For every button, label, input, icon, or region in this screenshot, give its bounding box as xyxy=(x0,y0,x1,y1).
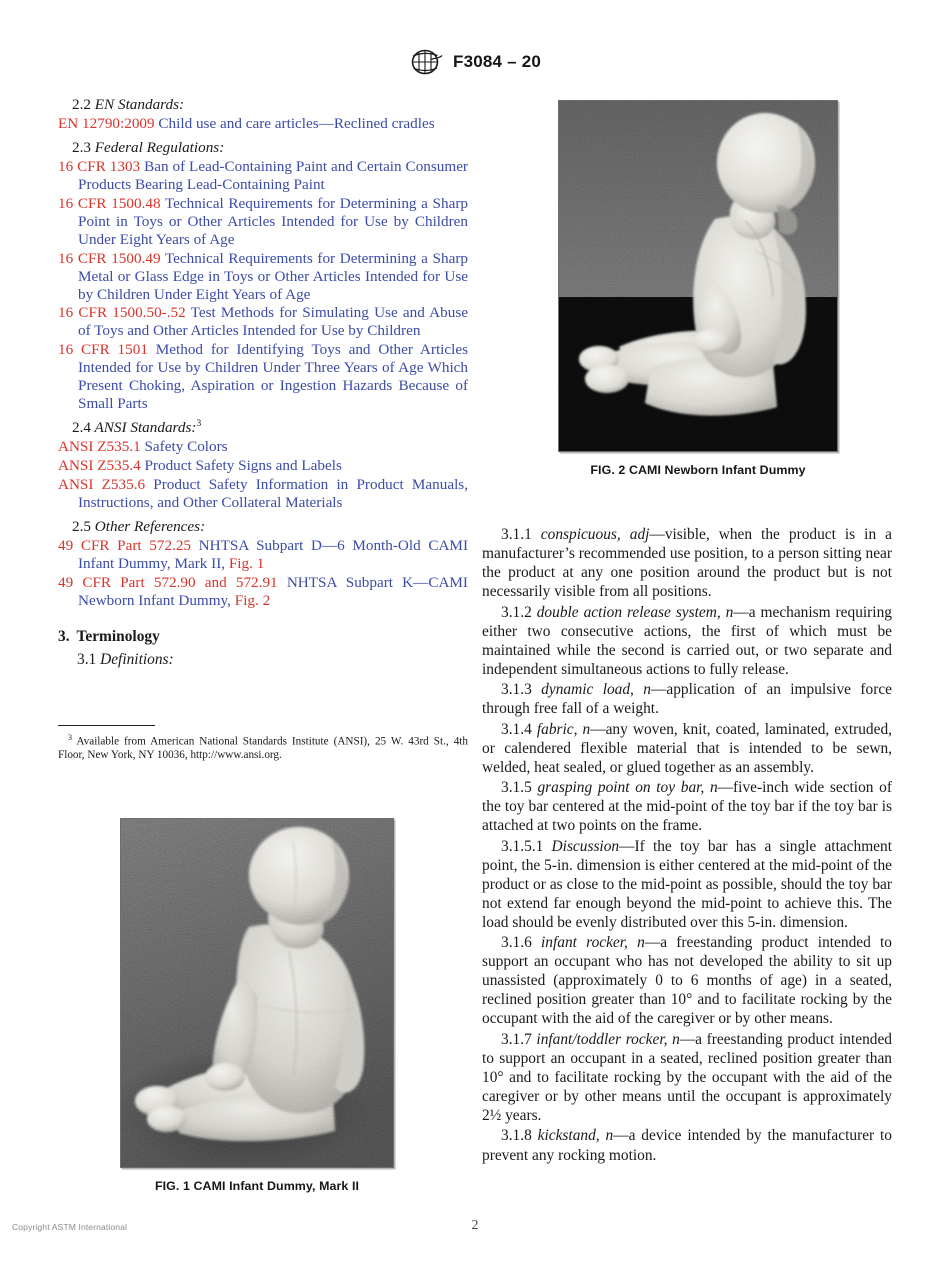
reference-designation: EN 12790:2009 xyxy=(58,115,155,132)
footnote-body: Available from American National Standards Institute (ANSI), 25 W. 43rd St., 4th Floor, New York, NY 10036, http://www.ansi.org. xyxy=(58,735,468,762)
figure-1-image xyxy=(120,818,394,1168)
definition-text: —five-inch wide section of the toy bar centered at the mid-point of the toy bar if the toy bar is attached at two points on the frame. xyxy=(482,779,892,835)
section-heading-terminology xyxy=(58,628,468,646)
definition-text: —a freestanding product intended to support an occupant in a seated, reclined position greater than 10° and to facilitate rocking by the occupant with the aid of the caregiver or by other means until the occupant is approximately 2½ years. xyxy=(482,1030,892,1124)
reference-item[interactable] xyxy=(58,304,468,340)
reference-designation: 49 CFR Part 572.25 xyxy=(58,536,192,554)
reference-title: Technical Requirements for Determining a Sharp Point in Toys or Other Articles Intended for Use by Children Under Eight Years of Age xyxy=(78,194,468,248)
definition-text: —a freestanding product intended to support an occupant who has not developed the ability to sit up unassisted (approximately 0 to 6 months of age) in a seated, reclined position greater than 10° and to facilitate rocking by the occupant with the aid of the caregiver or by other means. xyxy=(482,934,892,1028)
reference-title: Product Safety Signs and Labels xyxy=(144,457,342,475)
reference-item[interactable] xyxy=(58,574,468,610)
reference-designation: 16 CFR 1500.48 xyxy=(58,194,161,212)
reference-item[interactable] xyxy=(58,115,468,133)
definition-text: —application of an impulsive force through free fall of a weight. xyxy=(482,681,892,718)
reference-designation: ANSI Z535.4 xyxy=(58,457,141,475)
definition-text: —a mechanism requiring either two consecutive actions, the first of which must be maintained while the second is carried out, or two separate and independent simultaneous actions to fully release. xyxy=(482,603,892,678)
terminology-heading-number: 3. xyxy=(58,627,70,645)
reference-title: Technical Requirements for Determining a Sharp Metal or Glass Edge in Toys or Other Articles Intended for Use by Children Under Eight Years of Age xyxy=(78,249,468,303)
figure-1-caption: FIG. 1 CAMI Infant Dummy, Mark II xyxy=(154,1179,360,1193)
definition-number: 3.1.3 xyxy=(501,681,532,699)
section-title: ANSI Standards: xyxy=(94,419,197,437)
footnote-number: 3 xyxy=(68,732,72,742)
figure-2 xyxy=(558,100,838,477)
definition-text: —a device intended by the manufacturer to prevent any rocking motion. xyxy=(482,1127,892,1164)
definition-term: dynamic load, n xyxy=(541,681,651,699)
right-column xyxy=(482,525,892,1166)
definitions-title: Definitions: xyxy=(100,650,174,668)
definition-term: fabric, n xyxy=(536,720,591,738)
definition-item xyxy=(482,720,892,777)
definition-term: infant/toddler rocker, n xyxy=(536,1030,680,1048)
reference-designation: 16 CFR 1303 xyxy=(58,157,141,175)
definition-text: —If the toy bar has a single attachment point, the 5-in. dimension is either centered at the mid-point of the product or as close to the mid-point as possible, should the toy bar not extend far enough beyond the mid-point to achieve this. The load should be evenly distributed over this 5-in. dimension. xyxy=(482,837,892,931)
reference-item[interactable] xyxy=(58,250,468,304)
astm-logo-icon xyxy=(409,48,443,76)
section-number: 2.3 xyxy=(72,138,91,156)
section-number: 2.4 xyxy=(72,419,91,437)
section-title: Federal Regulations: xyxy=(94,138,225,156)
definition-number: 3.1.8 xyxy=(501,1127,532,1145)
copyright-notice: Copyright ASTM International xyxy=(12,1222,128,1232)
definition-number: 3.1.2 xyxy=(501,603,532,621)
definition-text: —any woven, knit, coated, laminated, extruded, or calendered flexible material that is intended to be sewn, welded, heat sealed, or glued together as an assembly. xyxy=(482,720,892,776)
reference-item[interactable] xyxy=(58,158,468,194)
definition-term: grasping point on toy bar, n xyxy=(537,779,718,797)
reference-item[interactable] xyxy=(58,457,468,475)
section-number: 2.5 xyxy=(72,517,91,535)
definition-number: 3.1.5.1 xyxy=(501,837,544,855)
definition-number: 3.1.5 xyxy=(501,779,532,797)
definition-number: 3.1.4 xyxy=(501,720,532,738)
definition-number: 3.1.1 xyxy=(501,526,532,543)
section-title: EN Standards: xyxy=(94,96,185,113)
figure-1 xyxy=(120,818,394,1193)
reference-designation: 49 CFR Part 572.90 and 572.91 xyxy=(58,573,278,591)
reference-designation: 16 CFR 1500.49 xyxy=(58,249,161,267)
figure-cross-reference[interactable]: Fig. 1 xyxy=(228,554,265,572)
footnote-text xyxy=(58,733,468,763)
reference-item[interactable] xyxy=(58,476,468,512)
reference-designation: ANSI Z535.6 xyxy=(58,476,146,493)
footnote-divider xyxy=(58,725,155,726)
reference-title: Ban of Lead-Containing Paint and Certain Consumer Products Bearing Lead-Containing Paint xyxy=(78,157,468,193)
section-title: Other References: xyxy=(94,517,206,535)
definitions-number: 3.1 xyxy=(77,650,97,668)
reference-designation: ANSI Z535.1 xyxy=(58,438,141,456)
section-heading-other-references xyxy=(58,518,468,536)
definition-item xyxy=(482,680,892,718)
page-number: 2 xyxy=(471,1218,479,1233)
definition-term: kickstand, n xyxy=(537,1127,614,1145)
terminology-heading-title: Terminology xyxy=(76,627,160,645)
reference-title: NHTSA Subpart D—6 Month-Old CAMI Infant Dummy, Mark II, xyxy=(78,536,468,572)
definition-number: 3.1.7 xyxy=(501,1030,532,1048)
definition-item xyxy=(482,525,892,601)
reference-title: Safety Colors xyxy=(144,438,228,456)
page-header xyxy=(0,48,950,82)
reference-title: Product Safety Information in Product Manuals, Instructions, and Other Collateral Materials xyxy=(78,476,469,511)
figure-cross-reference[interactable]: Fig. 2 xyxy=(234,591,271,609)
reference-title: Test Methods for Simulating Use and Abuse of Toys and Other Articles Intended for Use by Children xyxy=(78,304,468,340)
definition-item xyxy=(482,603,892,679)
definition-item xyxy=(482,1030,892,1125)
reference-item[interactable] xyxy=(58,341,468,413)
reference-designation: 16 CFR 1501 xyxy=(58,341,148,359)
definition-item xyxy=(482,1126,892,1164)
definition-term: infant rocker, n xyxy=(541,934,645,952)
footnote-marker: 3 xyxy=(196,419,202,430)
section-heading-en-standards xyxy=(58,96,468,114)
definition-term: Discussion xyxy=(551,837,620,855)
section-heading-federal-regulations xyxy=(58,139,468,157)
definition-term: double action release system, n xyxy=(536,603,734,621)
reference-item[interactable] xyxy=(58,537,468,573)
standard-designation: F3084 – 20 xyxy=(452,52,541,71)
definition-item xyxy=(482,933,892,1028)
definition-item xyxy=(482,778,892,835)
definition-term: conspicuous, adj xyxy=(540,526,650,543)
reference-item[interactable] xyxy=(58,438,468,456)
definition-item xyxy=(482,837,892,932)
reference-title: Child use and care articles—Reclined cradles xyxy=(158,115,435,132)
reference-designation: 16 CFR 1500.50-.52 xyxy=(58,304,186,322)
section-number: 2.2 xyxy=(72,96,91,113)
terminology-subheading xyxy=(58,650,468,669)
reference-title: Method for Identifying Toys and Other Articles Intended for Use by Children Under Three Years of Age Which Present Choking, Aspiration or Ingestion Hazards Because of Small Parts xyxy=(78,341,468,413)
definition-text: —visible, when the product is in a manufacturer’s recommended use position, to a person sitting near the product at any one position around the product but is not necessarily visible from all positions. xyxy=(482,526,892,601)
section-heading-ansi-standards xyxy=(58,419,468,437)
reference-title: NHTSA Subpart K—CAMI Newborn Infant Dummy, xyxy=(78,573,468,609)
figure-2-caption: FIG. 2 CAMI Newborn Infant Dummy xyxy=(590,463,806,477)
left-column xyxy=(58,90,468,763)
definition-number: 3.1.6 xyxy=(501,934,532,952)
figure-2-image xyxy=(558,100,838,452)
reference-item[interactable] xyxy=(58,195,468,249)
